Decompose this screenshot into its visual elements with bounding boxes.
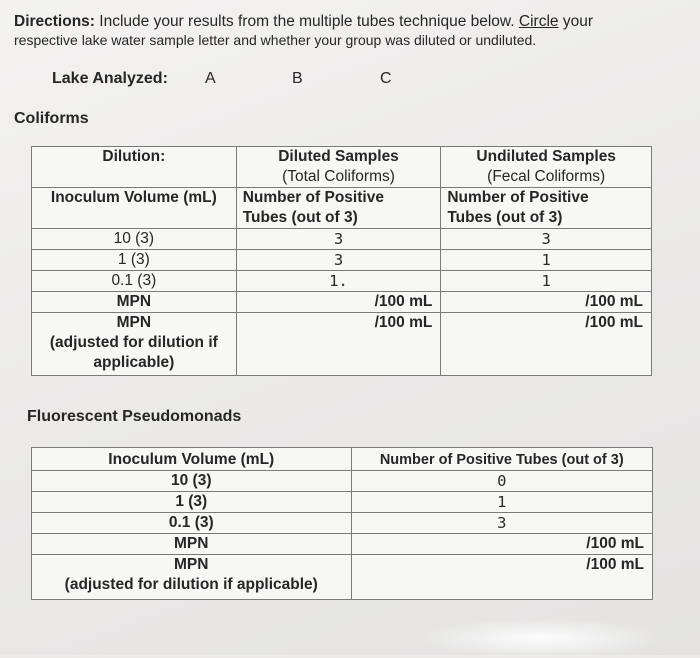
- mpn-value[interactable]: /100 mL: [351, 534, 653, 555]
- lake-analyzed-label: Lake Analyzed:: [52, 70, 168, 87]
- diluted-value[interactable]: 1.: [236, 271, 441, 292]
- diluted-mpn-adjusted[interactable]: [236, 313, 441, 376]
- undiluted-positive-header: [441, 188, 652, 229]
- positive-value[interactable]: 0: [351, 471, 653, 492]
- mpn-adjusted-label: [32, 555, 352, 600]
- diluted-value[interactable]: 3: [236, 250, 441, 271]
- table-row: [32, 250, 652, 271]
- undiluted-title: Undiluted Samples: [476, 148, 616, 165]
- positive-label-1: Number of Positive: [242, 189, 384, 206]
- mpn-adj-line-2: (adjusted for dilution if applicable): [64, 576, 318, 593]
- diluted-header: [236, 147, 441, 188]
- diluted-subtitle: (Total Coliforms): [282, 168, 395, 185]
- diluted-title: Diluted Samples: [278, 148, 399, 165]
- lake-option-c[interactable]: C: [380, 70, 392, 87]
- table-row: [32, 534, 653, 555]
- lake-option-a[interactable]: A: [205, 70, 216, 87]
- undiluted-value[interactable]: 1: [441, 271, 652, 292]
- table-row: [32, 471, 653, 492]
- table-row: [32, 513, 653, 534]
- coliforms-table: [31, 146, 652, 376]
- undiluted-mpn-adjusted[interactable]: [441, 313, 652, 376]
- mpn-label: MPN: [32, 292, 237, 313]
- positive-value[interactable]: 1: [351, 492, 653, 513]
- positive-label-2: Tubes (out of 3): [242, 209, 358, 226]
- row-label: 1 (3): [32, 250, 237, 271]
- positive-label-2: Tubes (out of 3): [447, 209, 563, 226]
- dilution-header: [32, 147, 237, 188]
- mpn-adj-line-1: MPN: [174, 556, 209, 573]
- mpn-adj-line-1: MPN: [116, 314, 152, 331]
- table-row: [32, 271, 652, 292]
- diluted-value[interactable]: 3: [236, 229, 441, 250]
- table-row: [32, 292, 652, 313]
- light-glare: [415, 618, 665, 658]
- diluted-mpn[interactable]: /100 mL: [236, 292, 441, 313]
- mpn-adj-line-3: applicable): [93, 354, 175, 371]
- mpn-adj-line-2: (adjusted for dilution if: [49, 334, 218, 351]
- circle-word: Circle: [518, 13, 559, 30]
- coliforms-title: Coliforms: [14, 110, 89, 127]
- dilution-label: Dilution:: [102, 148, 166, 165]
- table-row: [32, 313, 652, 376]
- mpn-adj-unit: /100 mL: [586, 556, 644, 573]
- mpn-adjusted-value[interactable]: [351, 555, 653, 600]
- directions-label: Directions:: [14, 13, 95, 30]
- table-row: [32, 188, 652, 229]
- table-row: [32, 229, 652, 250]
- undiluted-value[interactable]: 3: [441, 229, 652, 250]
- fluorescent-title: Fluorescent Pseudomonads: [27, 408, 242, 425]
- row-label: 10 (3): [32, 229, 237, 250]
- mpn-adj-unit: /100 mL: [585, 314, 643, 331]
- table-row: [32, 555, 653, 600]
- lake-option-b[interactable]: B: [292, 70, 303, 87]
- undiluted-mpn[interactable]: /100 mL: [441, 292, 652, 313]
- row-label: 10 (3): [32, 471, 352, 492]
- undiluted-subtitle: (Fecal Coliforms): [487, 168, 606, 185]
- positive-label-1: Number of Positive: [447, 189, 589, 206]
- row-label: 0.1 (3): [32, 271, 237, 292]
- positive-value[interactable]: 3: [351, 513, 653, 534]
- row-label: 1 (3): [32, 492, 352, 513]
- directions-line-2: respective lake water sample letter and whether your group was diluted or undiluted.: [14, 32, 537, 48]
- diluted-positive-header: [236, 188, 441, 229]
- inoculum-header: Inoculum Volume (mL): [32, 448, 352, 471]
- mpn-adj-unit: /100 mL: [374, 314, 433, 331]
- table-row: [32, 492, 653, 513]
- inoculum-header: [32, 188, 237, 229]
- table-row: [32, 147, 652, 188]
- fluorescent-table: [31, 447, 653, 600]
- mpn-adjusted-label: [32, 313, 237, 376]
- table-row: [32, 448, 653, 471]
- directions: [14, 12, 694, 50]
- directions-text: Include your results from the multiple tubes technique below.: [99, 13, 515, 30]
- inoculum-label: Inoculum Volume (mL): [50, 189, 217, 206]
- row-label: 0.1 (3): [32, 513, 352, 534]
- directions-text-2: your: [562, 13, 593, 30]
- mpn-label: MPN: [32, 534, 352, 555]
- undiluted-value[interactable]: 1: [441, 250, 652, 271]
- positive-header: Number of Positive Tubes (out of 3): [351, 448, 653, 471]
- undiluted-header: [441, 147, 652, 188]
